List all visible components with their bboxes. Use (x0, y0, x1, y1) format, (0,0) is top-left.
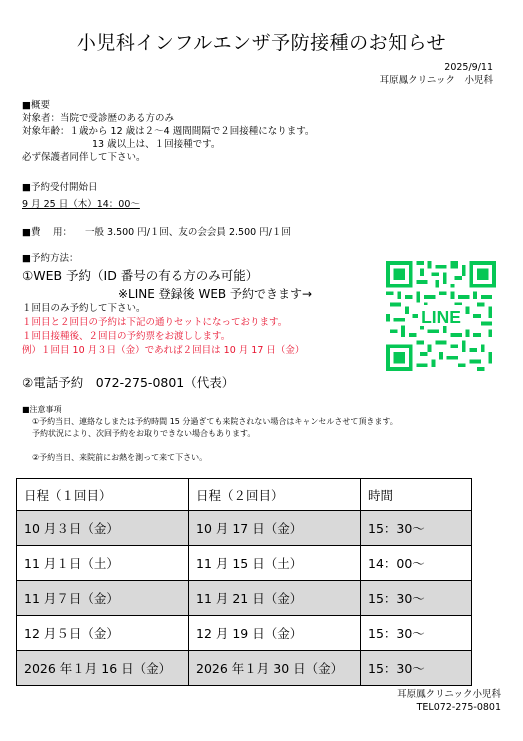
first-dose-date: 11 月１日（土） (17, 546, 189, 581)
notes-heading: ■注意事項 (22, 405, 62, 414)
footer-clinic: 耳原鳳クリニック小児科 (397, 689, 501, 700)
appointment-time: 15：30～ (361, 651, 472, 686)
table-header-row (17, 479, 472, 511)
method-heading: ■予約方法： (22, 253, 79, 264)
target-age: 対象年齢：１歳から 12 歳は２～4 週間間隔で２回接種になります。 (22, 126, 315, 137)
header-second-dose: 日程（２回目） (189, 479, 361, 511)
qr-label: LINE (421, 306, 461, 327)
page-title: 小児科インフルエンザ予防接種のお知らせ (76, 32, 447, 54)
web-reservation: ①WEB 予約（ID 番号の有る方のみ可能） (22, 268, 259, 283)
second-dose-date: 11 月 15 日（土） (189, 546, 361, 581)
phone-reservation: ②電話予約 072-275-0801（代表） (22, 375, 235, 390)
set-note: １回目と２回目の予約は下記の通りセットになっております。 (22, 317, 288, 328)
first-dose-date: 10 月３日（金） (17, 511, 189, 546)
fee-text: 一般 3.500 円/１回、友の会会員 2.500 円/１回 (85, 227, 291, 238)
schedule-table (16, 478, 472, 686)
header-time: 時間 (361, 479, 472, 511)
table-row (17, 511, 472, 546)
reception-heading: ■予約受付開始日 (22, 182, 98, 193)
second-dose-date: 2026 年１月 30 日（金） (189, 651, 361, 686)
first-dose-date: 11 月７日（金） (17, 581, 189, 616)
table-row (17, 581, 472, 616)
fee-heading: ■費 用： (22, 227, 72, 238)
first-dose-date: 12 月５日（金） (17, 616, 189, 651)
target-person: 対象者：当院で受診歴のある方のみ (22, 113, 175, 124)
guardian-note: 必ず保護者同伴して下さい。 (22, 152, 146, 163)
header-first-dose: 日程（１回目） (17, 479, 189, 511)
reception-date: 9 月 25 日（木）14：00～ (22, 199, 140, 210)
overview-heading: ■概要 (22, 100, 50, 111)
issue-date: 2025/9/11 (444, 62, 493, 73)
appointment-time: 15：30～ (361, 581, 472, 616)
appointment-time: 15：30～ (361, 616, 472, 651)
second-dose-date: 11 月 21 日（金） (189, 581, 361, 616)
second-dose-date: 10 月 17 日（金） (189, 511, 361, 546)
ticket-note: １回目接種後、２回目の予約票をお渡しします。 (22, 331, 231, 342)
clinic-department: 耳原鳳クリニック 小児科 (379, 75, 493, 86)
age-note: 13 歳以上は、１回接種です。 (92, 139, 221, 150)
first-dose-date: 2026 年１月 16 日（金） (17, 651, 189, 686)
footer-tel: TEL072-275-0801 (416, 702, 501, 713)
note-next-reservation: 予約状況により、次回予約をお取りできない場合もあります。 (32, 429, 256, 438)
table-row (17, 546, 472, 581)
table-row (17, 651, 472, 686)
appointment-time: 15：30～ (361, 511, 472, 546)
line-note: ※LINE 登録後 WEB 予約できます→ (118, 287, 313, 301)
first-dose-only: １回目のみ予約して下さい。 (22, 303, 146, 314)
appointment-time: 14：00～ (361, 546, 472, 581)
table-row (17, 616, 472, 651)
line-qr-code-icon[interactable] (386, 261, 496, 371)
note-cancel: ①予約当日、連絡なしまたは予約時間 15 分過ぎても来院されない場合はキャンセルさせて頂きます。 (32, 417, 398, 426)
example-note: 例）１回目 10 月３日（金）であれば２回目は 10 月 17 日（金） (22, 345, 305, 356)
note-temperature: ②予約当日、来院前にお熱を測って来て下さい。 (32, 453, 208, 462)
second-dose-date: 12 月 19 日（金） (189, 616, 361, 651)
